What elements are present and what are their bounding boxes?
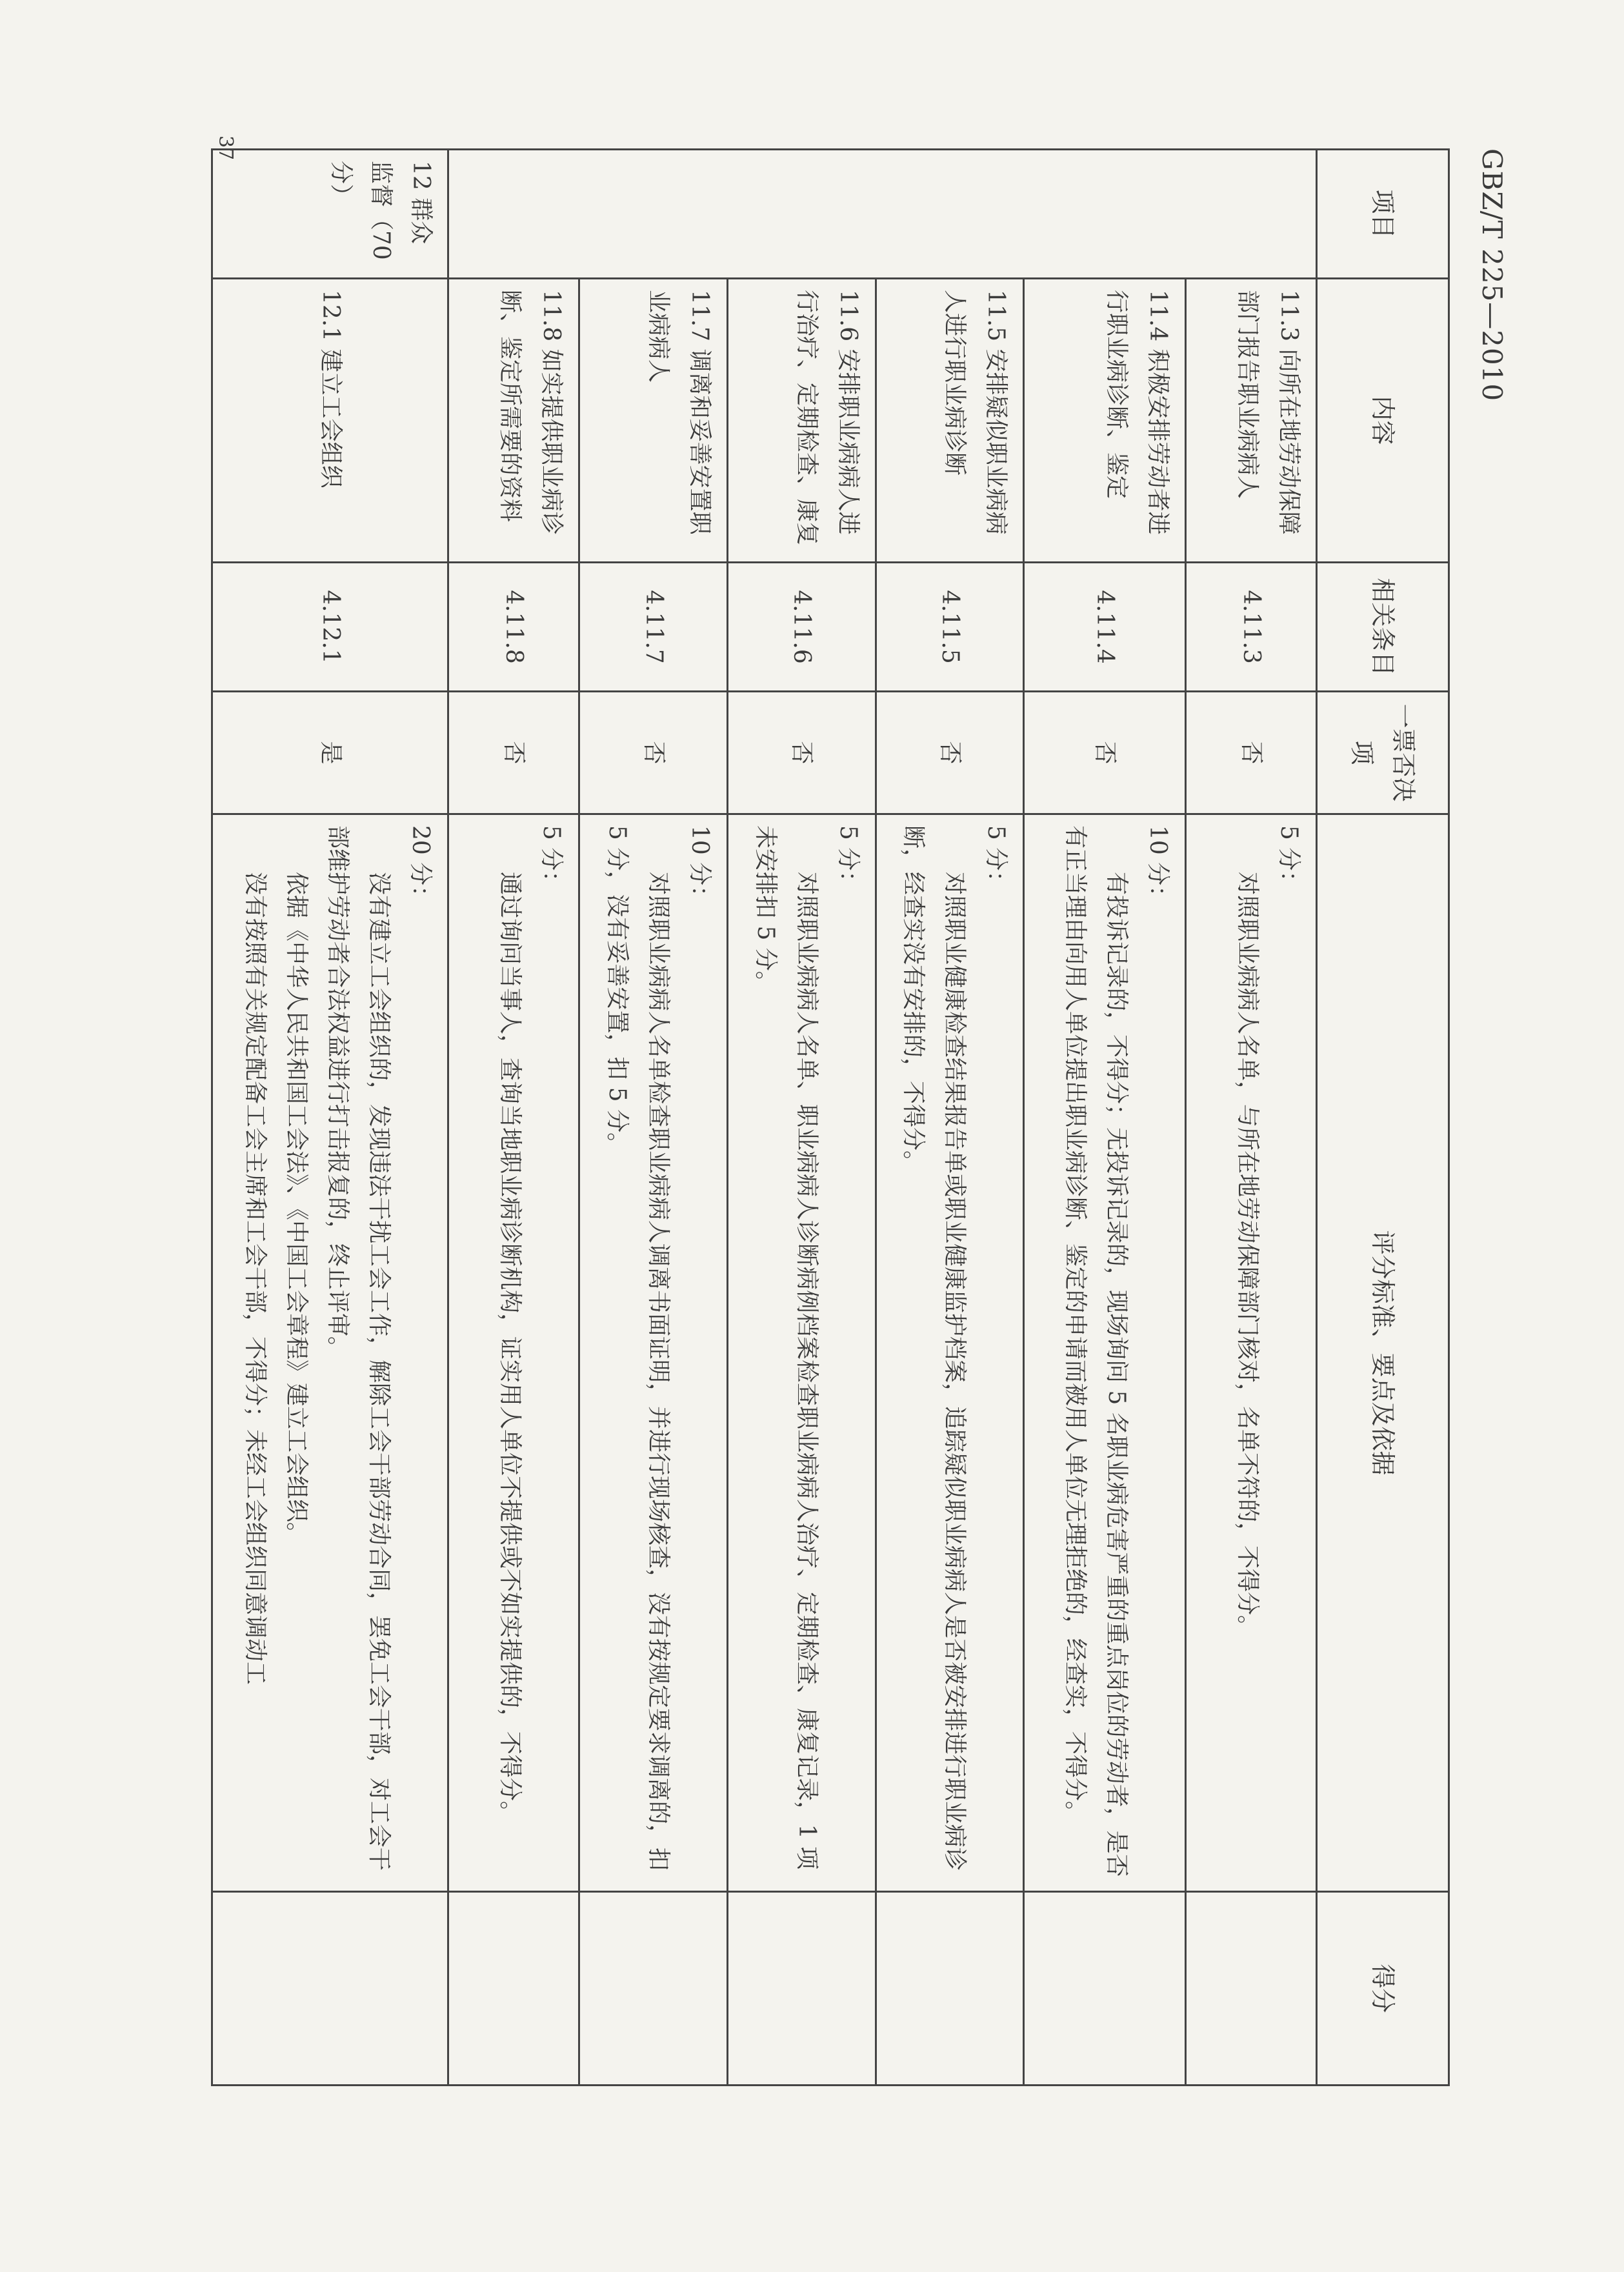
clause-cell: 4.11.3	[1186, 563, 1317, 692]
clause-cell: 4.12.1	[212, 563, 448, 692]
col-header-score: 得分	[1317, 1892, 1449, 2086]
veto-cell: 否	[1186, 692, 1317, 814]
criteria-text: 10 分：	[1145, 825, 1172, 909]
veto-cell: 是	[212, 692, 448, 814]
content-cell: 12.1 建立工会组织	[212, 279, 448, 563]
veto-cell: 否	[579, 692, 728, 814]
clause-cell: 4.11.4	[1024, 563, 1186, 692]
score-cell	[1186, 1892, 1317, 2086]
criteria-text: 有投诉记录的，不得分；无投诉记录的，现场询问 5 名职业病危害严重的重点岗位的劳动者，是否有正当理由向用人单位提出职业病诊断、鉴定的申请而被用人单位无理拒绝的，经查实，不得分。	[1062, 825, 1130, 1877]
criteria-text: 10 分：	[686, 825, 713, 909]
table-row	[448, 150, 579, 2086]
score-cell	[579, 1892, 728, 2086]
project-cell-11	[448, 150, 1317, 279]
content-cell: 11.6 安排职业病病人进行治疗、定期检查、康复	[727, 279, 876, 563]
project-cell: 12 群众监督（70 分）	[212, 150, 448, 279]
table-row	[727, 150, 876, 2086]
standard-code: GBZ/T 225—2010	[1476, 148, 1508, 402]
clause-cell: 4.11.5	[876, 563, 1024, 692]
table-row	[579, 150, 728, 2086]
criteria-cell	[727, 814, 876, 1892]
criteria-text: 5 分：	[834, 825, 861, 894]
table-row	[1024, 150, 1186, 2086]
veto-cell: 否	[1024, 692, 1186, 814]
table-row	[876, 150, 1024, 2086]
table-row	[212, 150, 448, 2086]
clause-cell: 4.11.7	[579, 563, 728, 692]
col-header-content: 内容	[1317, 279, 1449, 563]
content-cell: 11.4 积极安排劳动者进行职业病诊断、鉴定	[1024, 279, 1186, 563]
content-cell: 11.7 调离和妥善安置职业病病人	[579, 279, 728, 563]
col-header-criteria: 评分标准、要点及依据	[1317, 814, 1449, 1892]
clause-cell: 4.11.8	[448, 563, 579, 692]
page-number: 37	[214, 136, 237, 161]
criteria-cell	[1024, 814, 1186, 1892]
criteria-text: 20 分：	[407, 825, 434, 909]
criteria-text: 对照职业病病人名单、职业病病人诊断病例档案检查职业病病人治疗、定期检查、康复记录，1 项未安排扣 5 分。	[752, 825, 820, 1870]
criteria-text: 依据《中华人民共和国工会法》、《中国工会章程》建立工会组织。	[283, 872, 310, 1546]
col-header-veto: 一票否决项	[1317, 692, 1449, 814]
scoring-table	[211, 148, 1450, 2086]
content-cell: 11.5 安排疑似职业病病人进行职业病诊断	[876, 279, 1024, 563]
score-cell	[876, 1892, 1024, 2086]
criteria-cell	[448, 814, 579, 1892]
criteria-text: 没有建立工会组织的，发现违法干扰工会工作，解除工会干部劳动合同，罢免工会干部，对工会干部维护劳动者合法权益进行打击报复的，终止评审。	[325, 825, 393, 1871]
criteria-text: 对照职业病病人名单检查职业病病人调离书面证明，并进行现场核查，没有按规定要求调离的，扣 5 分，没有妥善安置，扣 5 分。	[603, 825, 672, 1871]
col-header-clause: 相关条目	[1317, 563, 1449, 692]
table-header-row	[1317, 150, 1449, 2086]
veto-cell: 否	[727, 692, 876, 814]
clause-cell: 4.11.6	[727, 563, 876, 692]
criteria-text: 对照职业病病人名单，与所在地劳动保障部门核对，名单不符的，不得分。	[1234, 872, 1261, 1639]
veto-cell: 否	[448, 692, 579, 814]
criteria-text: 通过询问当事人，查询当地职业病诊断机构，证实用人单位不提供或不如实提供的，不得分。	[497, 872, 524, 1825]
criteria-text: 5 分：	[1276, 825, 1302, 894]
score-cell	[1024, 1892, 1186, 2086]
criteria-text: 没有按照有关规定配备工会主席和工会干部，不得分；未经工会组织同意调动工	[242, 872, 269, 1685]
criteria-text: 5 分：	[538, 825, 565, 894]
col-header-project: 项目	[1317, 150, 1449, 279]
score-cell	[212, 1892, 448, 2086]
criteria-text: 对照职业健康检查结果报告单或职业健康监护档案，追踪疑似职业病病人是否被安排进行职业病诊断，经查实没有安排的，不得分。	[900, 825, 968, 1871]
criteria-cell	[1186, 814, 1317, 1892]
score-cell	[448, 1892, 579, 2086]
score-cell	[727, 1892, 876, 2086]
veto-cell: 否	[876, 692, 1024, 814]
criteria-cell	[212, 814, 448, 1892]
criteria-cell	[579, 814, 728, 1892]
content-cell: 11.8 如实提供职业病诊断、鉴定所需要的资料	[448, 279, 579, 563]
content-cell: 11.3 向所在地劳动保障部门报告职业病病人	[1186, 279, 1317, 563]
table-row	[1186, 150, 1317, 2086]
criteria-cell	[876, 814, 1024, 1892]
criteria-text: 5 分：	[983, 825, 1010, 894]
